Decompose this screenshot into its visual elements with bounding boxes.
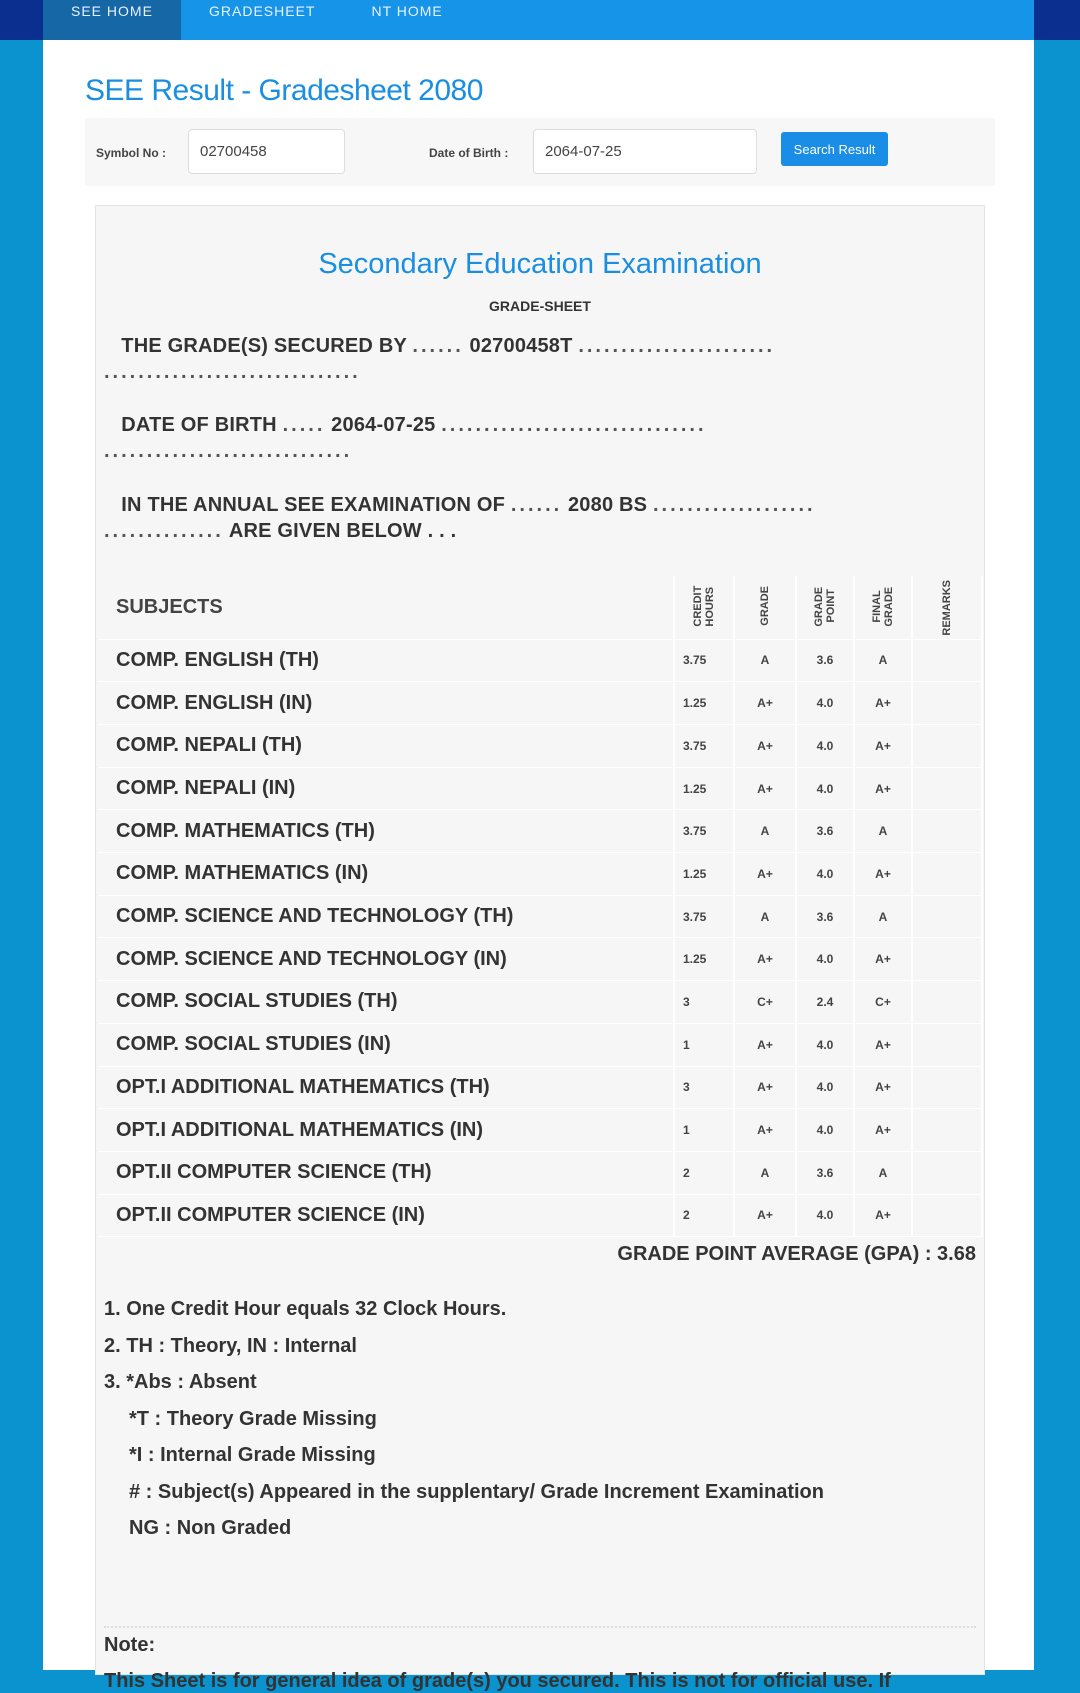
- cell-remarks: [912, 725, 982, 768]
- table-row: [98, 682, 982, 725]
- secured-by-value: 02700458T: [469, 335, 573, 357]
- cell-final-grade: A: [854, 1151, 912, 1194]
- cell-subject: COMP. NEPALI (TH): [98, 725, 674, 768]
- cell-remarks: [912, 1109, 982, 1152]
- cell-remarks: [912, 938, 982, 981]
- cell-final-grade: A+: [854, 725, 912, 768]
- header-grade-point: GRADE POINT: [796, 576, 854, 639]
- cell-remarks: [912, 895, 982, 938]
- cell-final-grade: A+: [854, 682, 912, 725]
- cell-grade: A+: [734, 1023, 796, 1066]
- cell-grade-point: 4.0: [796, 767, 854, 810]
- cell-grade-point: 4.0: [796, 1066, 854, 1109]
- legend-notes: [104, 1298, 824, 1554]
- symbol-label: Symbol No :: [96, 146, 167, 160]
- cell-grade: A: [734, 895, 796, 938]
- cell-grade-point: 3.6: [796, 895, 854, 938]
- cell-grade: A+: [734, 1109, 796, 1152]
- grade-sheet: [95, 205, 985, 1692]
- cell-grade: A+: [734, 767, 796, 810]
- table-row: [98, 1151, 982, 1194]
- gpa: GRADE POINT AVERAGE (GPA) : 3.68: [617, 1243, 976, 1265]
- nav-nt-home[interactable]: [343, 0, 470, 40]
- grades-table: [98, 576, 983, 1237]
- cell-grade: A+: [734, 1194, 796, 1237]
- cell-credit-hours: 1.25: [674, 853, 734, 896]
- table-header: [98, 576, 982, 639]
- dob-label: Date of Birth :: [429, 146, 509, 160]
- cell-credit-hours: 1.25: [674, 938, 734, 981]
- sheet-subtitle: GRADE-SHEET: [489, 298, 591, 314]
- note-text: This Sheet is for general idea of grade(s) you secured. This is not for official use. If: [104, 1670, 891, 1692]
- dob-line: DATE OF BIRTH ..... 2064-07-25 ............................... .............................: [104, 414, 707, 462]
- page-title: SEE Result - Gradesheet 2080: [85, 74, 483, 107]
- cell-subject: COMP. SCIENCE AND TECHNOLOGY (TH): [98, 895, 674, 938]
- exam-line: IN THE ANNUAL SEE EXAMINATION OF ...... 2080 BS ................... .............. ARE GIVEN BELOW . . .: [104, 494, 816, 542]
- cell-subject: COMP. MATHEMATICS (TH): [98, 810, 674, 853]
- cell-final-grade: A+: [854, 853, 912, 896]
- cell-credit-hours: 3.75: [674, 639, 734, 682]
- cell-final-grade: A+: [854, 1194, 912, 1237]
- table-row: [98, 938, 982, 981]
- cell-grade-point: 3.6: [796, 1151, 854, 1194]
- table-row: [98, 981, 982, 1024]
- cell-final-grade: A: [854, 639, 912, 682]
- exam-label: IN THE ANNUAL SEE EXAMINATION OF: [121, 494, 506, 516]
- cell-final-grade: A+: [854, 767, 912, 810]
- table-row: [98, 1066, 982, 1109]
- cell-subject: OPT.II COMPUTER SCIENCE (TH): [98, 1151, 674, 1194]
- symbol-input[interactable]: [188, 129, 345, 174]
- legend-item: *T : Theory Grade Missing: [129, 1407, 377, 1430]
- header-remarks: REMARKS: [912, 576, 982, 639]
- table-row: [98, 810, 982, 853]
- nav-see-home[interactable]: [43, 0, 181, 40]
- cell-credit-hours: 3.75: [674, 810, 734, 853]
- cell-remarks: [912, 1151, 982, 1194]
- cell-subject: COMP. SCIENCE AND TECHNOLOGY (IN): [98, 938, 674, 981]
- table-row: [98, 1109, 982, 1152]
- cell-remarks: [912, 810, 982, 853]
- cell-final-grade: A+: [854, 1023, 912, 1066]
- cell-grade-point: 4.0: [796, 725, 854, 768]
- top-nav: [43, 0, 1034, 40]
- cell-grade: A+: [734, 682, 796, 725]
- cell-grade-point: 3.6: [796, 639, 854, 682]
- header-final-grade: FINAL GRADE: [854, 576, 912, 639]
- cell-grade-point: 4.0: [796, 1023, 854, 1066]
- cell-grade-point: 4.0: [796, 1109, 854, 1152]
- cell-subject: COMP. ENGLISH (TH): [98, 639, 674, 682]
- cell-grade: A: [734, 1151, 796, 1194]
- cell-final-grade: A+: [854, 1109, 912, 1152]
- note-label: Note:: [104, 1634, 156, 1656]
- header-credit-hours: CREDIT HOURS: [674, 576, 734, 639]
- legend-item: *I : Internal Grade Missing: [129, 1444, 376, 1466]
- legend-item: # : Subject(s) Appeared in the supplentary/ Grade Increment Examination: [129, 1480, 824, 1503]
- cell-grade: A+: [734, 1066, 796, 1109]
- dob-line-value: 2064-07-25: [331, 414, 436, 436]
- cell-final-grade: C+: [854, 981, 912, 1024]
- cell-grade-point: 3.6: [796, 810, 854, 853]
- cell-grade-point: 4.0: [796, 853, 854, 896]
- exam-value: 2080 BS: [567, 494, 648, 516]
- cell-grade: A+: [734, 853, 796, 896]
- cell-remarks: [912, 1194, 982, 1237]
- dob-input[interactable]: [533, 129, 757, 174]
- search-form: [85, 118, 995, 186]
- cell-subject: COMP. SOCIAL STUDIES (IN): [98, 1023, 674, 1066]
- cell-grade-point: 4.0: [796, 1194, 854, 1237]
- cell-subject: COMP. NEPALI (IN): [98, 767, 674, 810]
- cell-credit-hours: 1: [674, 1023, 734, 1066]
- cell-remarks: [912, 639, 982, 682]
- cell-final-grade: A+: [854, 938, 912, 981]
- cell-remarks: [912, 1023, 982, 1066]
- cell-grade-point: 4.0: [796, 682, 854, 725]
- cell-remarks: [912, 981, 982, 1024]
- cell-credit-hours: 3: [674, 1066, 734, 1109]
- table-row: [98, 725, 982, 768]
- header-subjects: SUBJECTS: [98, 576, 674, 639]
- dob-line-label: DATE OF BIRTH: [121, 414, 277, 436]
- nav-label: NT HOME: [371, 3, 443, 19]
- header-grade: GRADE: [734, 576, 796, 639]
- legend-item: 1. One Credit Hour equals 32 Clock Hours.: [104, 1298, 507, 1320]
- secured-by-label: THE GRADE(S) SECURED BY: [121, 335, 407, 357]
- nav-label: GRADESHEET: [209, 3, 316, 19]
- divider: [104, 1626, 976, 1628]
- cell-grade: A+: [734, 725, 796, 768]
- cell-credit-hours: 1.25: [674, 682, 734, 725]
- table-row: [98, 853, 982, 896]
- cell-credit-hours: 3.75: [674, 725, 734, 768]
- cell-subject: COMP. MATHEMATICS (IN): [98, 853, 674, 896]
- table-row: [98, 639, 982, 682]
- cell-remarks: [912, 767, 982, 810]
- cell-credit-hours: 1: [674, 1109, 734, 1152]
- cell-remarks: [912, 682, 982, 725]
- cell-subject: COMP. ENGLISH (IN): [98, 682, 674, 725]
- cell-credit-hours: 2: [674, 1194, 734, 1237]
- legend-item: 2. TH : Theory, IN : Internal: [104, 1334, 357, 1357]
- nav-label: SEE HOME: [71, 3, 153, 19]
- table-row: [98, 1194, 982, 1237]
- cell-final-grade: A: [854, 810, 912, 853]
- cell-subject: COMP. SOCIAL STUDIES (TH): [98, 981, 674, 1024]
- cell-final-grade: A+: [854, 1066, 912, 1109]
- cell-subject: OPT.I ADDITIONAL MATHEMATICS (TH): [98, 1066, 674, 1109]
- cell-credit-hours: 1.25: [674, 767, 734, 810]
- table-row: [98, 895, 982, 938]
- search-result-button[interactable]: Search Result: [781, 132, 888, 166]
- given-below: ARE GIVEN BELOW . . .: [228, 520, 457, 542]
- cell-grade: C+: [734, 981, 796, 1024]
- sheet-title: Secondary Education Examination: [318, 248, 762, 280]
- cell-credit-hours: 2: [674, 1151, 734, 1194]
- cell-remarks: [912, 1066, 982, 1109]
- main-container: [43, 40, 1034, 1692]
- cell-credit-hours: 3.75: [674, 895, 734, 938]
- legend-item: 3. *Abs : Absent: [104, 1371, 257, 1393]
- cell-credit-hours: 3: [674, 981, 734, 1024]
- table-row: [98, 1023, 982, 1066]
- cell-subject: OPT.II COMPUTER SCIENCE (IN): [98, 1194, 674, 1237]
- cell-final-grade: A: [854, 895, 912, 938]
- cell-grade-point: 2.4: [796, 981, 854, 1024]
- table-row: [98, 767, 982, 810]
- cell-grade-point: 4.0: [796, 938, 854, 981]
- cell-grade: A+: [734, 938, 796, 981]
- cell-grade: A: [734, 639, 796, 682]
- legend-item: NG : Non Graded: [129, 1517, 292, 1539]
- cell-subject: OPT.I ADDITIONAL MATHEMATICS (IN): [98, 1109, 674, 1152]
- nav-gradesheet[interactable]: [181, 0, 343, 40]
- secured-by-line: THE GRADE(S) SECURED BY ...... 02700458T ....................... ..............................: [104, 335, 776, 383]
- cell-remarks: [912, 853, 982, 896]
- cell-grade: A: [734, 810, 796, 853]
